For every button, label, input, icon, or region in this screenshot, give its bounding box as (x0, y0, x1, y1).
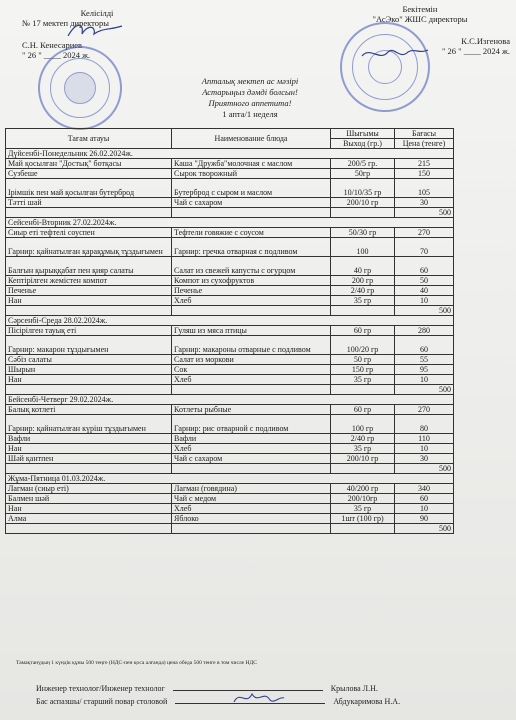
approval-left-name: С.Н. Кенесариев (22, 40, 83, 50)
dish-price: 60 (395, 257, 454, 276)
dish-name-kz: Сәбіз салаты (6, 355, 172, 365)
dish-output: 35 гр (331, 296, 395, 306)
table-row (6, 434, 454, 444)
dish-price: 90 (395, 514, 454, 524)
day-title: Сейсенбі-Вторник 27.02.2024ж. (6, 218, 454, 228)
dish-name-ru: Сырок творожный (172, 169, 331, 179)
dish-name-kz: Балмен шәй (6, 494, 172, 504)
day-title: Жұма-Пятница 01.03.2024ж. (6, 474, 454, 484)
dish-output: 150 гр (331, 365, 395, 375)
dish-price: 340 (395, 484, 454, 494)
day-title: Сәрсенбі-Среда 28.02.2024ж. (6, 316, 454, 326)
table-row (6, 326, 454, 336)
dish-output: 35 гр (331, 504, 395, 514)
day-total: 500 (395, 524, 454, 534)
dish-name-kz: Нан (6, 296, 172, 306)
dish-name-kz: Нан (6, 444, 172, 454)
day-title: Дүйсенбі-Понедельник 26.02.2024ж. (6, 149, 454, 159)
table-row (6, 159, 454, 169)
dish-name-kz: Нан (6, 375, 172, 385)
dish-output: 200/5 гр. (331, 159, 395, 169)
dish-price: 30 (395, 198, 454, 208)
dish-name-ru: Вафли (172, 434, 331, 444)
day-total: 500 (395, 464, 454, 474)
dish-price: 150 (395, 169, 454, 179)
signature-row-cook (36, 697, 400, 706)
dish-price: 215 (395, 159, 454, 169)
signature-label-cook: Бас аспазшы/ старший повар столовой (36, 697, 168, 706)
dish-name-ru: Салат из свежей капусты с огурцом (172, 257, 331, 276)
dish-output: 40/200 гр (331, 484, 395, 494)
empty-cell (172, 306, 331, 316)
table-row (6, 257, 454, 276)
day-header-row (6, 316, 454, 326)
dish-output: 2/40 гр (331, 286, 395, 296)
dish-name-kz: Гарнир: қайнатылған күріш тұздығымен (6, 415, 172, 434)
empty-cell (172, 208, 331, 218)
title-line-1: Апталық мектеп ас мәзірі (201, 76, 299, 86)
dish-price: 55 (395, 355, 454, 365)
dish-name-ru: Хлеб (172, 296, 331, 306)
dish-name-kz: Пісірілген тауық еті (6, 326, 172, 336)
dish-output: 60 гр (331, 326, 395, 336)
signature-left (66, 20, 126, 42)
dish-name-kz: Печенье (6, 286, 172, 296)
empty-cell (172, 385, 331, 395)
dish-output: 50/30 гр (331, 228, 395, 238)
empty-cell (6, 306, 172, 316)
dish-name-ru: Гарнир: рис отварной с подливом (172, 415, 331, 434)
dish-name-ru: Чай с сахаром (172, 454, 331, 464)
dish-output: 35 гр (331, 375, 395, 385)
dish-price: 105 (395, 179, 454, 198)
dish-price: 10 (395, 504, 454, 514)
table-row (6, 514, 454, 524)
table-row (6, 375, 454, 385)
table-row (6, 286, 454, 296)
dish-output: 10/10/35 гр (331, 179, 395, 198)
dish-name-ru: Печенье (172, 286, 331, 296)
signature-cook-scribble (232, 688, 286, 708)
dish-name-ru: Лагман (говядина) (172, 484, 331, 494)
dish-name-ru: Хлеб (172, 444, 331, 454)
approval-left-date: " 26 " ____ 2024 ж. (22, 50, 91, 60)
dish-name-kz: Шәй қантпен (6, 454, 172, 464)
dish-name-ru: Чай с сахаром (172, 198, 331, 208)
header-output-kz: Шығымы (331, 129, 395, 139)
day-total: 500 (395, 306, 454, 316)
header-price-kz: Бағасы (395, 129, 454, 139)
dish-name-ru: Каша "Дружба"молочная с маслом (172, 159, 331, 169)
approval-right-name: К.С.Изгенова (461, 36, 510, 46)
dish-output: 200 гр (331, 276, 395, 286)
dish-price: 60 (395, 336, 454, 355)
dish-price: 10 (395, 375, 454, 385)
signature-name-technologist: Крылова Л.Н. (330, 684, 378, 693)
day-total-row (6, 524, 454, 534)
header-price-ru: Цена (тенге) (395, 139, 454, 149)
dish-name-kz: Кептірілген жемістен компот (6, 276, 172, 286)
dish-name-kz: Шырын (6, 365, 172, 375)
title-line-3: Приятного аппетита! (208, 98, 292, 108)
signature-name-cook: Абдукаримова Н.А. (333, 697, 401, 706)
dish-name-kz: Сиыр еті тефтелі соуспен (6, 228, 172, 238)
seal-stamp-left (38, 46, 122, 130)
dish-output: 2/40 гр (331, 434, 395, 444)
dish-name-kz: Лагман (сиыр еті) (6, 484, 172, 494)
dish-price: 270 (395, 405, 454, 415)
dish-output: 50 гр (331, 355, 395, 365)
dish-name-kz: Ірімшік пен май қосылған бутерброд (6, 179, 172, 198)
empty-cell (331, 385, 395, 395)
day-header-row (6, 395, 454, 405)
dish-price: 95 (395, 365, 454, 375)
dish-price: 50 (395, 276, 454, 286)
dish-output: 200/10 гр (331, 198, 395, 208)
day-header-row (6, 218, 454, 228)
table-row (6, 504, 454, 514)
day-total-row (6, 208, 454, 218)
dish-output: 35 гр (331, 444, 395, 454)
dish-output: 100 гр (331, 415, 395, 434)
dish-name-ru: Гарнир: гречка отварная с подливом (172, 238, 331, 257)
title-week: 1 апта/1 неделя (222, 109, 278, 119)
table-row (6, 228, 454, 238)
table-row (6, 484, 454, 494)
day-total-row (6, 306, 454, 316)
approval-left-title: Келісілді (80, 8, 114, 18)
dish-name-ru: Котлеты рыбные (172, 405, 331, 415)
signature-label-technologist: Инженер технолог/Инженер технолог (36, 684, 165, 693)
dish-name-ru: Тефтели говяжие с соусом (172, 228, 331, 238)
table-row (6, 454, 454, 464)
dish-price: 30 (395, 454, 454, 464)
dish-name-kz: Вафли (6, 434, 172, 444)
dish-price: 270 (395, 228, 454, 238)
price-note: Тамақтанудың 1 күндік құны 500 теңге (НДС-пен қоса алғанда) цена обеда 500 тенге в том числе НДС (16, 660, 257, 666)
dish-output: 200/10 гр (331, 454, 395, 464)
table-row (6, 494, 454, 504)
menu-title (150, 76, 350, 120)
dish-price: 110 (395, 434, 454, 444)
table-row (6, 296, 454, 306)
table-row (6, 444, 454, 454)
dish-output: 100/20 гр (331, 336, 395, 355)
empty-cell (331, 464, 395, 474)
dish-name-ru: Салат из моркови (172, 355, 331, 365)
dish-name-ru: Гарнир: макароны отварные с подливом (172, 336, 331, 355)
empty-cell (331, 208, 395, 218)
dish-name-ru: Чай с медом (172, 494, 331, 504)
header-dish-ru: Наименование блюда (172, 129, 331, 149)
title-line-2: Астарыңыз дәмді болсын! (202, 87, 298, 97)
empty-cell (331, 306, 395, 316)
approval-right-date: " 26 " ____ 2024 ж. (441, 46, 510, 56)
table-row (6, 198, 454, 208)
empty-cell (6, 385, 172, 395)
day-total-row (6, 385, 454, 395)
dish-name-kz: Сузбеше (6, 169, 172, 179)
approval-right-title: Бекітемін (402, 4, 438, 14)
empty-cell (6, 464, 172, 474)
empty-cell (6, 524, 172, 534)
table-row (6, 336, 454, 355)
day-total-row (6, 464, 454, 474)
signature-row-technologist (36, 684, 378, 693)
approval-right-position: "АсЭко" ЖШС директоры (372, 14, 468, 24)
dish-price: 10 (395, 296, 454, 306)
dish-name-ru: Хлеб (172, 504, 331, 514)
dish-name-kz: Гарнир: макарон тұздығымен (6, 336, 172, 355)
table-row (6, 276, 454, 286)
table-row (6, 405, 454, 415)
signature-right (360, 44, 430, 64)
menu-table-body (6, 149, 454, 534)
dish-name-ru: Гуляш из мяса птицы (172, 326, 331, 336)
dish-name-kz: Гарнир: қайнатылған қарақұмық тұздығымен (6, 238, 172, 257)
dish-name-kz: Алма (6, 514, 172, 524)
empty-cell (331, 524, 395, 534)
day-total: 500 (395, 385, 454, 395)
dish-name-kz: Балғын қырыққабат пен қияр салаты (6, 257, 172, 276)
approval-left-position: № 17 мектеп директоры (22, 18, 109, 28)
dish-name-ru: Хлеб (172, 375, 331, 385)
dish-price: 60 (395, 494, 454, 504)
empty-cell (172, 524, 331, 534)
table-row (6, 415, 454, 434)
table-row (6, 365, 454, 375)
dish-name-kz: Нан (6, 504, 172, 514)
seal-stamp-right (340, 22, 430, 112)
dish-price: 10 (395, 444, 454, 454)
day-total: 500 (395, 208, 454, 218)
dish-price: 280 (395, 326, 454, 336)
day-title: Бейсенбі-Четверг 29.02.2024ж. (6, 395, 454, 405)
dish-name-ru: Бутерброд с сыром и маслом (172, 179, 331, 198)
header-dish-kz: Тағам атауы (6, 129, 172, 149)
dish-output: 1шт (100 гр) (331, 514, 395, 524)
table-row (6, 355, 454, 365)
dish-price: 80 (395, 415, 454, 434)
dish-name-kz: Май қосылған "Достық" ботқасы (6, 159, 172, 169)
table-row (6, 169, 454, 179)
empty-cell (6, 208, 172, 218)
dish-price: 40 (395, 286, 454, 296)
empty-cell (172, 464, 331, 474)
day-header-row (6, 149, 454, 159)
dish-name-ru: Компот из сухофруктов (172, 276, 331, 286)
dish-name-kz: Тәтті шай (6, 198, 172, 208)
dish-name-kz: Балық котлеті (6, 405, 172, 415)
header-output-ru: Выход (гр.) (331, 139, 395, 149)
dish-output: 200/10гр (331, 494, 395, 504)
day-header-row (6, 474, 454, 484)
dish-output: 100 (331, 238, 395, 257)
menu-table (5, 128, 454, 534)
dish-name-ru: Сок (172, 365, 331, 375)
dish-output: 60 гр (331, 405, 395, 415)
dish-output: 50гр (331, 169, 395, 179)
table-row (6, 238, 454, 257)
table-row (6, 179, 454, 198)
dish-name-ru: Яблоко (172, 514, 331, 524)
dish-price: 70 (395, 238, 454, 257)
dish-output: 40 гр (331, 257, 395, 276)
